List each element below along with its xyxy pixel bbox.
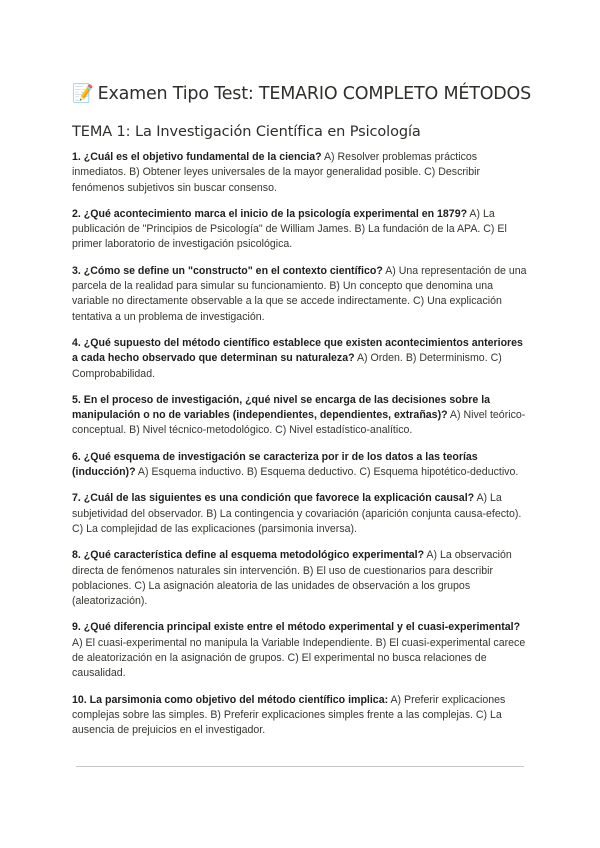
question-5	[72, 393, 528, 439]
question-8-options: A) La observación directa de fenómenos naturales sin intervención. B) El uso de cuestionarios para describir poblaciones. C) La asignación aleatoria de las unidades de observación a los grupos (aleatorización).	[72, 549, 512, 608]
question-8-prompt: 8. ¿Qué característica define al esquema metodológico experimental?	[72, 549, 425, 562]
question-2-options: A) La publicación de "Principios de Psicología" de William James. B) La fundación de la APA. C) El primer laboratorio de investigación psicológica.	[72, 207, 507, 251]
question-3-options: A) Una representación de una parcela de la realidad para simular su funcionamiento. B) Un concepto que denomina una variable no directamente observable a la que se accede indirectamente. C) Una explicación tentativa a un problema de investigación.	[72, 264, 527, 323]
section-title: TEMA 1: La Investigación Científica en Psicología	[72, 124, 421, 140]
question-7-prompt: 7. ¿Cuál de las siguientes es una condición que favorece la explicación causal?	[72, 492, 475, 505]
question-3	[72, 264, 528, 325]
question-5-options: A) Nivel teórico-conceptual. B) Nivel técnico-metodológico. C) Nivel estadístico-analítico.	[72, 409, 526, 437]
question-1-options: A) Resolver problemas prácticos inmediatos. B) Obtener leyes universales de la mayor generalidad posible. C) Describir fenómenos subjetivos sin buscar consenso.	[72, 151, 481, 194]
question-1-prompt: 1. ¿Cuál es el objetivo fundamental de la ciencia?	[72, 151, 322, 163]
question-10	[72, 693, 528, 739]
question-10-prompt: 10. La parsimonia como objetivo del método científico implica:	[72, 693, 389, 706]
question-9-options: A) El cuasi-experimental no manipula la Variable Independiente. B) El cuasi-experimental carece de aleatorización en la asignación de grupos. C) El experimental no busca relaciones de causalidad.	[72, 636, 526, 680]
question-4-prompt: 4. ¿Qué supuesto del método científico establece que existen acontecimientos anteriores a cada hecho observado que determinan su naturaleza?	[72, 336, 523, 365]
question-6-options: A) Esquema inductivo. B) Esquema deductivo. C) Esquema hipotético-deductivo.	[135, 466, 519, 479]
section-divider	[76, 766, 524, 767]
question-7-options: A) La subjetividad del observador. B) La contingencia y covariación (aparición conjunta causa-efecto). C) La complejidad de las explicaciones (parsimonia inversa).	[72, 492, 522, 535]
question-1	[72, 150, 528, 196]
question-6-prompt: 6. ¿Qué esquema de investigación se caracteriza por ir de los datos a las teorías (inducción)?	[72, 450, 478, 479]
question-6	[72, 450, 528, 481]
question-7	[72, 491, 528, 537]
document-page	[72, 82, 532, 750]
question-9-prompt: 9. ¿Qué diferencia principal existe entre el método experimental y el cuasi-experimental?	[72, 621, 521, 634]
memo-pencil-icon: 📝	[72, 84, 94, 104]
document-title	[72, 82, 532, 106]
question-5-prompt: 5. En el proceso de investigación, ¿qué nivel se encarga de las decisiones sobre la manipulación o no de variables (independientes, dependientes, extrañas)?	[72, 393, 491, 422]
question-3-prompt: 3. ¿Cómo se define un "constructo" en el contexto científico?	[72, 264, 383, 277]
document-title-text: Examen Tipo Test: TEMARIO COMPLETO MÉTODOS	[97, 84, 532, 104]
question-4-options: A) Orden. B) Determinismo. C) Comprobabilidad.	[72, 352, 502, 380]
question-9	[72, 620, 528, 681]
question-2	[72, 207, 528, 253]
question-4	[72, 336, 528, 382]
question-10-options: A) Preferir explicaciones complejas sobre las simples. B) Preferir explicaciones simples frente a las complejas. C) La ausencia de prejuicios en el investigador.	[72, 693, 506, 737]
question-2-prompt: 2. ¿Qué acontecimiento marca el inicio de la psicología experimental en 1879?	[72, 207, 468, 220]
question-8	[72, 548, 528, 609]
